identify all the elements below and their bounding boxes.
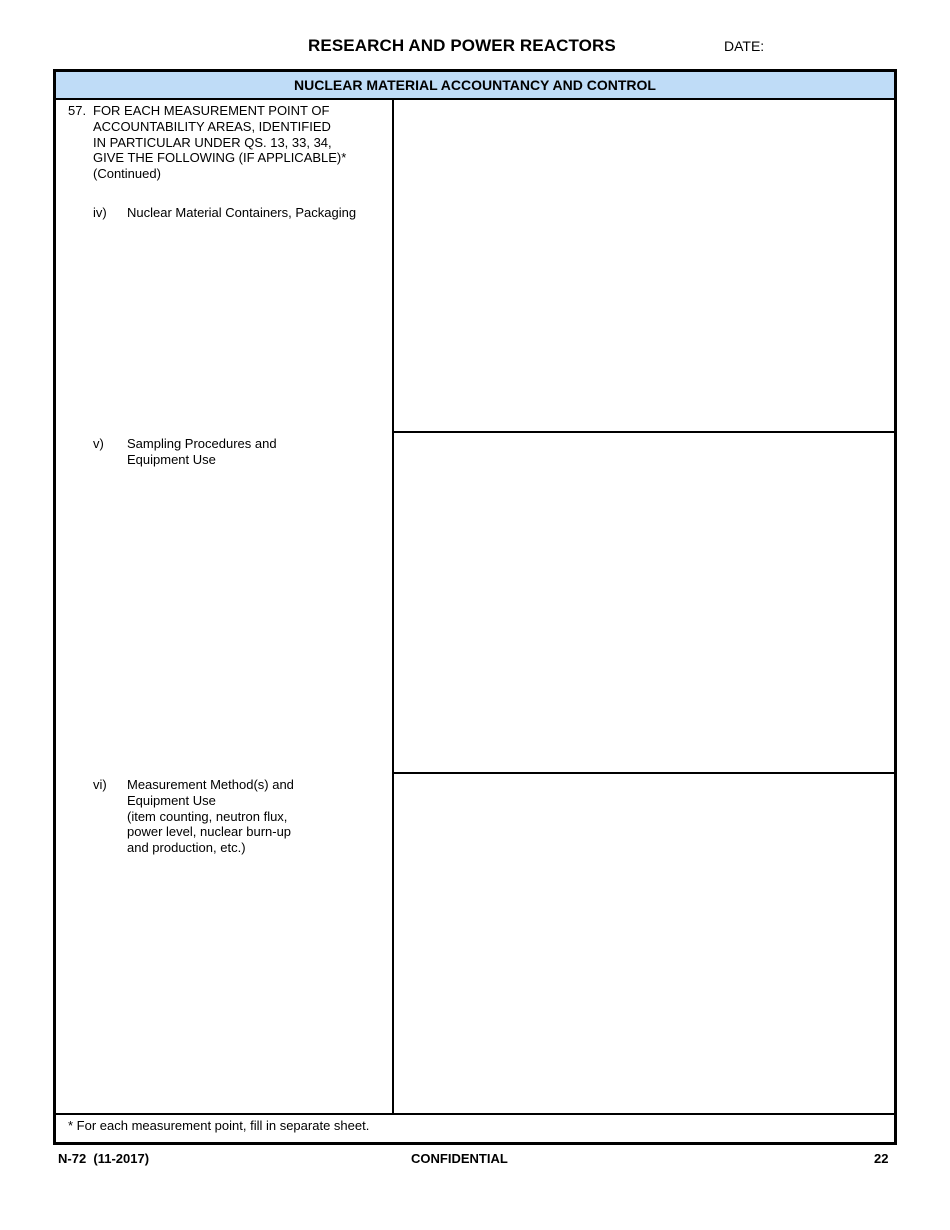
item-iv-label: Nuclear Material Containers, Packaging [127,205,357,220]
date-label: DATE: [724,38,765,54]
footnote-divider [56,1113,894,1115]
section-header: NUCLEAR MATERIAL ACCOUNTANCY AND CONTROL [56,72,894,100]
item-v-label: Sampling Procedures and Equipment Use [127,436,277,467]
question-text: FOR EACH MEASUREMENT POINT OF ACCOUNTABILITY AREAS, IDENTIFIED IN PARTICULAR UNDER QS. 13, 33, 34, GIVE THE FOLLOWING (IF APPLICABLE)* (Continued) [93,103,347,182]
answer-field-vi[interactable] [394,774,894,1113]
item-iv-numeral: iv) [93,205,107,220]
form-id: N-72 (11-2017) [58,1151,150,1166]
footnote: * For each measurement point, fill in separate sheet. [68,1118,370,1133]
page-title: RESEARCH AND POWER REACTORS [308,36,616,55]
question-number: 57. [68,103,87,118]
form-table [53,69,897,1145]
item-vi-label: Measurement Method(s) and Equipment Use (item counting, neutron flux, power level, nuclear burn-up and production, etc.) [127,777,294,856]
item-vi-numeral: vi) [93,777,107,792]
page-number: 22 [874,1151,889,1166]
answer-field-v[interactable] [394,433,894,772]
answer-field-iv[interactable] [394,100,894,431]
item-v-numeral: v) [93,436,104,451]
classification-label: CONFIDENTIAL [411,1151,508,1166]
